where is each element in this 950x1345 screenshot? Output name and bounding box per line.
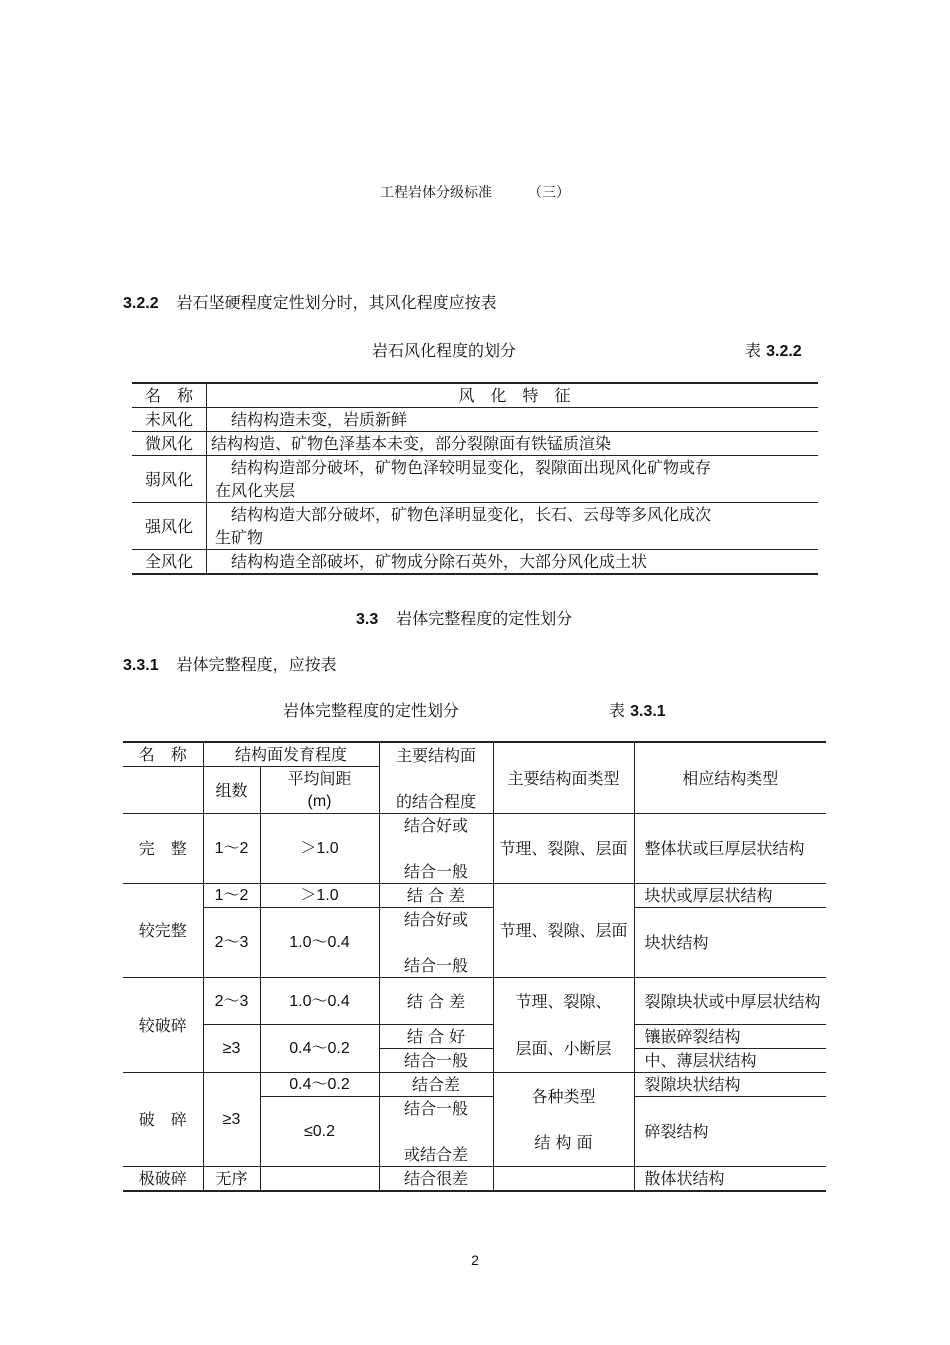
feature-cell: 结构构造全部破坏，矿物成分除石英外，大部分风化成土状 — [207, 550, 819, 575]
weathering-table — [132, 382, 818, 575]
type-cell — [493, 1073, 634, 1167]
bond-cell: 结合差 — [379, 1073, 493, 1097]
table-row — [132, 503, 818, 550]
table-3-3-1-label — [609, 698, 666, 721]
groups-cell: 无序 — [203, 1167, 260, 1192]
struct-cell: 裂隙块状或中厚层状结构 — [634, 978, 826, 1025]
header-cell: 名 称 — [132, 383, 207, 408]
struct-cell: 裂隙块状结构 — [634, 1073, 826, 1097]
bond-cell — [379, 814, 493, 884]
table-row — [123, 1025, 826, 1049]
feature-line: 生矿物 — [215, 528, 264, 547]
table-row — [123, 908, 826, 978]
table-row — [123, 978, 826, 1025]
type-cell: 节理、裂隙、层面 — [493, 814, 634, 884]
name-cell: 较破碎 — [123, 978, 203, 1073]
section-text: 岩体完整程度，应按表 — [176, 655, 337, 674]
groups-cell: 1～2 — [203, 814, 260, 884]
table-label: 表 — [609, 701, 626, 720]
bond-cell — [379, 908, 493, 978]
running-header — [0, 182, 950, 202]
empty-cell — [123, 767, 203, 814]
cell-line: 结合一般 — [403, 1099, 468, 1118]
table-row — [123, 1073, 826, 1097]
header-part: （三） — [528, 185, 570, 201]
struct-cell: 块状或厚层状结构 — [634, 884, 826, 908]
cell-line: 结合一般 — [403, 956, 468, 975]
grade-cell: 弱风化 — [132, 456, 207, 503]
section-3-2-2 — [123, 290, 497, 313]
struct-cell: 整体状或巨厚层状结构 — [634, 814, 826, 884]
name-cell: 破 碎 — [123, 1073, 203, 1167]
table-label: 表 — [745, 341, 762, 360]
header-cell — [379, 742, 493, 814]
spacing-cell: 1.0～0.4 — [260, 908, 379, 978]
integrity-table — [123, 741, 826, 1192]
table-header-row — [123, 742, 826, 767]
groups-cell: 1～2 — [203, 884, 260, 908]
spacing-cell: 0.4～0.2 — [260, 1073, 379, 1097]
table-3-3-1-title: 岩体完整程度的定性划分 — [283, 701, 460, 720]
groups-cell: ≥3 — [203, 1073, 260, 1167]
struct-cell: 碎裂结构 — [634, 1097, 826, 1167]
bond-cell: 结合很差 — [379, 1167, 493, 1192]
type-cell: 节理、裂隙、 — [493, 978, 634, 1025]
struct-cell: 镶嵌碎裂结构 — [634, 1025, 826, 1049]
cell-line: 结合好或 — [403, 816, 468, 835]
feature-cell: 结构构造未变，岩质新鲜 — [207, 408, 819, 432]
struct-cell: 散体状结构 — [634, 1167, 826, 1192]
spacing-cell — [260, 1167, 379, 1192]
grade-cell: 全风化 — [132, 550, 207, 575]
type-cell: 层面、小断层 — [493, 1025, 634, 1073]
table-row — [132, 550, 818, 575]
header-cell: 相应结构类型 — [634, 742, 826, 814]
table-row — [123, 814, 826, 884]
groups-cell: 2～3 — [203, 978, 260, 1025]
section-text: 岩石坚硬程度定性划分时，其风化程度应按表 — [176, 293, 497, 312]
section-number: 3.3 — [356, 611, 379, 628]
header-cell: 名 称 — [123, 742, 203, 767]
table-3-2-2-title: 岩石风化程度的划分 — [372, 341, 517, 360]
header-title: 工程岩体分级标准 — [380, 185, 492, 201]
type-cell: 节理、裂隙、层面 — [493, 884, 634, 978]
cell-line: 结 构 面 — [534, 1133, 593, 1152]
bond-cell: 结 合 差 — [379, 978, 493, 1025]
name-cell: 较完整 — [123, 884, 203, 978]
header-cell: 结构面发育程度 — [203, 742, 379, 767]
header-cell: 组数 — [203, 767, 260, 814]
grade-cell: 微风化 — [132, 432, 207, 456]
page-number: 2 — [471, 1252, 479, 1268]
header-cell: 风 化 特 征 — [207, 383, 819, 408]
struct-cell: 中、薄层状结构 — [634, 1049, 826, 1073]
bond-cell — [379, 1097, 493, 1167]
bond-cell: 结 合 好 — [379, 1025, 493, 1049]
section-number: 3.3.1 — [123, 657, 159, 674]
table-row — [132, 432, 818, 456]
section-3-3 — [356, 606, 572, 629]
header-cell — [260, 767, 379, 814]
grade-cell: 未风化 — [132, 408, 207, 432]
feature-line: 结构构造大部分破坏，矿物色泽明显变化，长石、云母等多风化成次 — [215, 505, 712, 524]
table-header-row — [132, 383, 818, 408]
cell-line: (m) — [307, 793, 332, 810]
table-number: 3.3.1 — [630, 703, 666, 720]
type-cell — [493, 1167, 634, 1192]
table-number: 3.2.2 — [766, 343, 802, 360]
groups-cell: 2～3 — [203, 908, 260, 978]
grade-cell: 强风化 — [132, 503, 207, 550]
table-row — [132, 456, 818, 503]
feature-line: 结构构造部分破坏，矿物色泽较明显变化，裂隙面出现风化矿物或存 — [215, 458, 712, 477]
spacing-cell: ＞1.0 — [260, 884, 379, 908]
spacing-cell: ＞1.0 — [260, 814, 379, 884]
cell-line: 结合好或 — [403, 910, 468, 929]
name-cell: 极破碎 — [123, 1167, 203, 1192]
section-number: 3.2.2 — [123, 295, 159, 312]
struct-cell: 块状结构 — [634, 908, 826, 978]
cell-line: 各种类型 — [531, 1087, 596, 1106]
cell-line: 平均间距 — [287, 769, 352, 788]
table-row — [132, 408, 818, 432]
section-text: 岩体完整程度的定性划分 — [396, 609, 573, 628]
feature-cell: 结构构造、矿物色泽基本未变，部分裂隙面有铁锰质渲染 — [207, 432, 819, 456]
feature-line: 在风化夹层 — [215, 481, 296, 500]
table-3-2-2-label — [745, 338, 802, 361]
cell-line: 的结合程度 — [395, 791, 476, 811]
name-cell: 完 整 — [123, 814, 203, 884]
spacing-cell: 1.0～0.4 — [260, 978, 379, 1025]
bond-cell: 结合一般 — [379, 1049, 493, 1073]
cell-line: 或结合差 — [403, 1145, 468, 1164]
groups-cell: ≥3 — [203, 1025, 260, 1073]
feature-cell — [207, 503, 819, 550]
spacing-cell: ≤0.2 — [260, 1097, 379, 1167]
cell-line: 主要结构面 — [395, 745, 476, 765]
section-3-3-1 — [123, 652, 337, 675]
cell-line: 结合一般 — [403, 862, 468, 881]
table-row — [123, 884, 826, 908]
spacing-cell: 0.4～0.2 — [260, 1025, 379, 1073]
header-cell: 主要结构面类型 — [493, 742, 634, 814]
bond-cell: 结 合 差 — [379, 884, 493, 908]
table-row — [123, 1167, 826, 1192]
feature-cell — [207, 456, 819, 503]
